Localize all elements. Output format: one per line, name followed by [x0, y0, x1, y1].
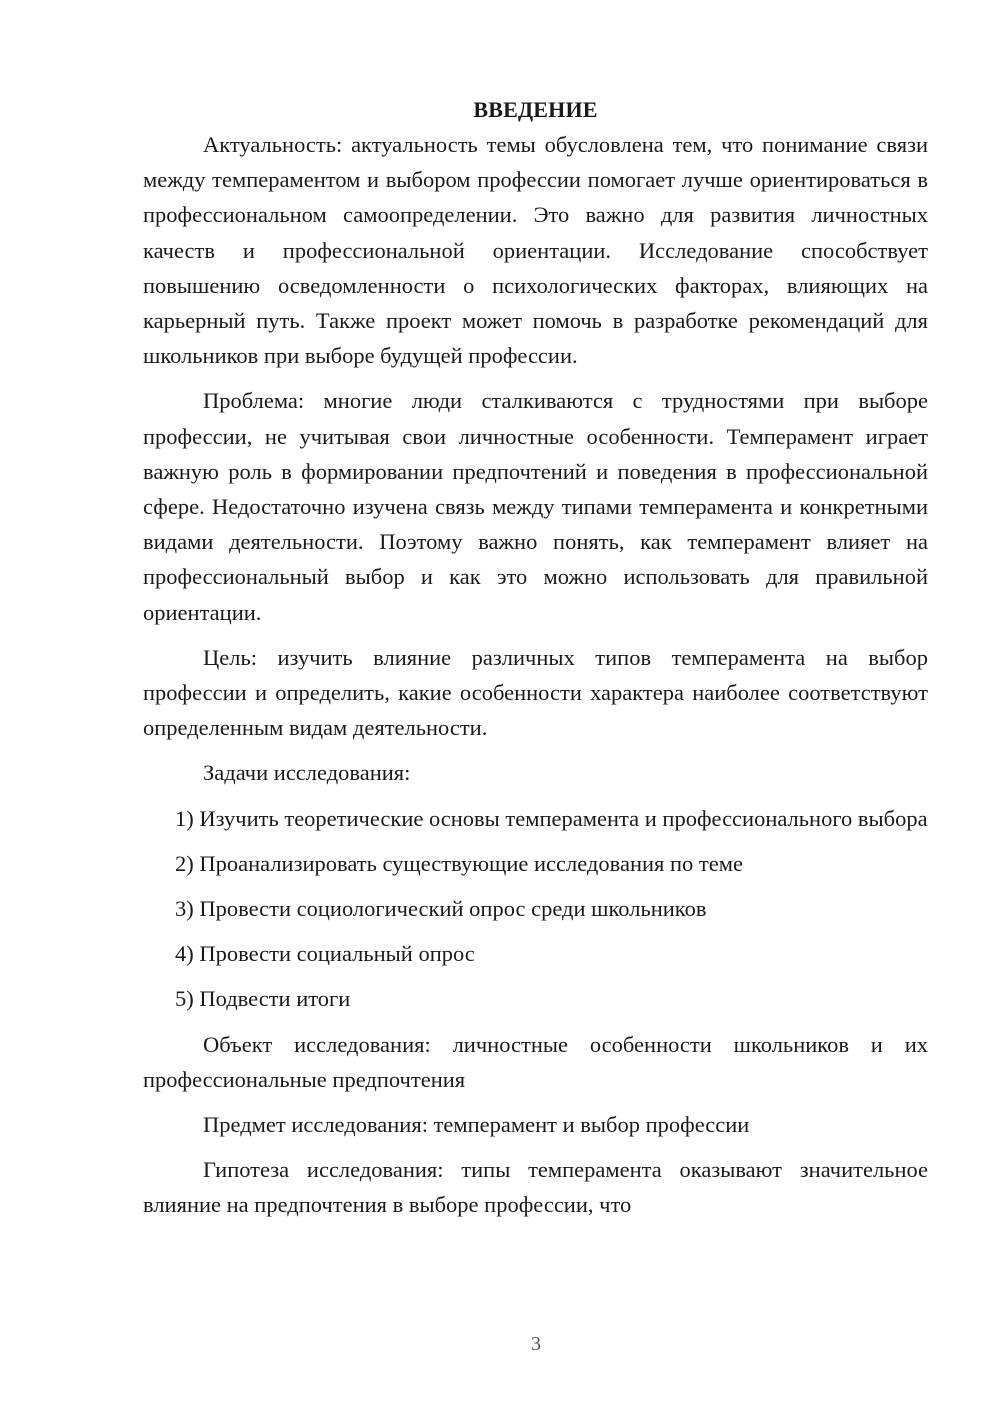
subject-paragraph: Предмет исследования: темперамент и выбор профессии [203, 1112, 750, 1138]
relevance-paragraph: Актуальность: актуальность темы обусловлена тем, что понимание связи между темпераментом и выбором профессии помогает лучше ориентироваться в профессиональном самоопределении. Это важно для развития личностных качеств и профессиональной ориентации. Исследование способствует повышению осведомленности о психологических факторах, влияющих на карьерный путь. Также проект может помочь в разработке рекомендаций для школьников при выборе будущей профессии. [143, 132, 928, 369]
task-item-5: 5) Подвести итоги [175, 986, 351, 1012]
task-item-4: 4) Провести социальный опрос [175, 941, 475, 967]
object-paragraph: Объект исследования: личностные особенности школьников и их профессиональные предпочтения [143, 1031, 928, 1092]
goal-paragraph: Цель: изучить влияние различных типов темперамента на выбор профессии и определить, какие особенности характера наиболее соответствуют определенным видам деятельности. [143, 644, 928, 741]
tasks-title: Задачи исследования: [203, 760, 411, 786]
page-number: 3 [531, 1333, 541, 1355]
section-heading: ВВЕДЕНИЕ [473, 97, 598, 122]
problem-paragraph: Проблема: многие люди сталкиваются с трудностями при выборе профессии, не учитывая свои личностные особенности. Темперамент играет важную роль в формировании предпочтений и поведения в профессиональной сфере. Недостаточно изучена связь между типами темперамента и конкретными видами деятельности. Поэтому важно понять, как темперамент влияет на профессиональный выбор и как это можно использовать для правильной ориентации. [143, 388, 928, 625]
task-item-1: 1) Изучить теоретические основы темперамента и профессионального выбора [175, 805, 928, 831]
task-item-2: 2) Проанализировать существующие исследования по теме [175, 850, 743, 876]
task-item-3: 3) Провести социологический опрос среди школьников [175, 896, 707, 922]
hypothesis-paragraph: Гипотеза исследования: типы темперамента оказывают значительное влияние на предпочтения в выборе профессии, что [143, 1157, 928, 1218]
document-page [143, 92, 928, 1223]
